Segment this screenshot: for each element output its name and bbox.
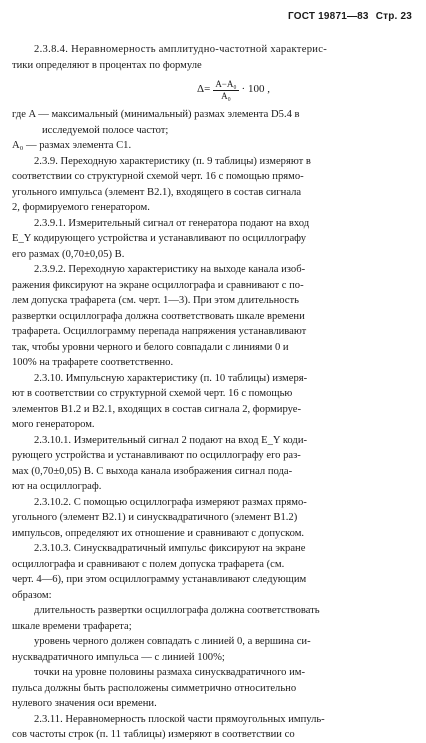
text-line: элементов В1.2 и В2.1, входящих в состав сигнала 2, формируе- (12, 403, 302, 415)
text-line: мого генератором. (12, 419, 95, 430)
text-line: ют в соответствии со структурной схемой черт. 16 с помощью (12, 388, 293, 399)
text-line: осциллографа и сравнивают с полем допуска трафарета (см. (12, 558, 285, 570)
text-line: 2.3.8.4. Неравномерность амплитудно-частотной характерис- (34, 44, 328, 55)
formula-fraction (213, 79, 238, 102)
text-line: 100% на трафарете соответственно. (12, 357, 174, 368)
text-line: мах (0,70±0,05) В. С выхода канала изображения сигнал пода- (12, 465, 293, 477)
text-line: 2.3.9.1. Измерительный сигнал от генератора подают на вход (34, 217, 310, 229)
page-header (284, 11, 412, 22)
formula-numerator: A−A₀ (215, 78, 237, 89)
text-line: нулевого значения оси времени. (12, 698, 157, 709)
text-line: лем допуска трафарета (см. черт. 1—3). При этом длительность (12, 295, 299, 306)
text-line: 2.3.10. Импульсную характеристику (п. 10 таблицы) измеря- (34, 372, 308, 384)
formula-lhs: Δ= (197, 83, 211, 96)
document-body (12, 42, 415, 743)
text-line: 2.3.10.2. С помощью осциллографа измеряют размах прямо- (34, 496, 307, 508)
text-line: так, чтобы уровни черного и белого совпадали с линиями 0 и (12, 341, 289, 353)
formula-rhs: · 100 , (241, 83, 270, 96)
text-line: 2, формируемого генератором. (12, 202, 150, 213)
text-line: пульса должны быть расположены симметрично относительно (12, 682, 297, 694)
formula-denominator: A₀ (221, 90, 231, 101)
text-line: угольного (элемент В2.1) и синусквадратичного (элемент В1.2) (12, 512, 298, 523)
text-line: уровень черного должен совпадать с линией 0, а вершина си- (34, 636, 311, 647)
text-line: угольного импульса (элемент В2.1), входящего в состав сигнала (12, 186, 302, 198)
text-line: ют на осциллограф. (12, 481, 102, 492)
text-line: ражения фиксируют на экране осциллографа и сравнивают с по- (12, 279, 304, 291)
text-line: черт. 4—6), при этом осциллограмму устанавливают следующим (12, 574, 307, 585)
text-line: его размах (0,70±0,05) В. (12, 248, 125, 260)
text-line: где A — максимальный (минимальный) размах элемента D5.4 в (12, 109, 300, 120)
text-line: трафарета. Осциллограмму перепада напряжения устанавливают (12, 326, 307, 337)
text-line: шкале времени трафарета; (12, 620, 132, 632)
page-number: Стр. 23 (375, 11, 412, 22)
text-line: точки на уровне половины размаха синусквадратичного им- (34, 667, 306, 678)
text-line: 2.3.9.2. Переходную характеристику на выходе канала изоб- (34, 264, 306, 275)
text-line: 2.3.9. Переходную характеристику (п. 9 таблицы) измеряют в (34, 155, 311, 167)
text-line: 2.3.11. Неравномерность плоской части прямоугольных импуль- (34, 713, 325, 725)
text-line: тики определяют в процентах по формуле (12, 59, 202, 71)
text-line: образом: (12, 589, 52, 601)
text-line: нусквадратичного импульса — с линией 100%; (12, 651, 225, 663)
standard-number: ГОСТ 19871—83 (287, 11, 369, 22)
text-line: 2.3.10.1. Измерительный сигнал 2 подают на вход E_Y коди- (34, 434, 308, 446)
text-line: A₀ — размах элемента С1. (12, 140, 132, 151)
text-line: развертки осциллографа должна соответствовать шкале времени (12, 310, 305, 322)
text-line: импульсов, определяют их отношение и сравнивают с допуском. (12, 527, 305, 539)
text-line: 2.3.10.3. Синусквадратичный импульс фиксируют на экране (34, 543, 306, 554)
text-line: сов частоты строк (п. 11 таблицы) измеряют в соответствии со (12, 729, 295, 740)
text-line: E_Y кодирующего устройства и устанавливают по осциллографу (12, 233, 307, 244)
text-line: длительность развертки осциллографа должна соответствовать (34, 605, 320, 616)
text-line: соответствии со структурной схемой черт. 16 с помощью прямо- (12, 171, 304, 182)
text-line: рующего устройства и устанавливают по осциллографу его раз- (12, 450, 301, 461)
text-line: исследуемой полосе частот; (42, 124, 169, 136)
formula (12, 73, 415, 107)
